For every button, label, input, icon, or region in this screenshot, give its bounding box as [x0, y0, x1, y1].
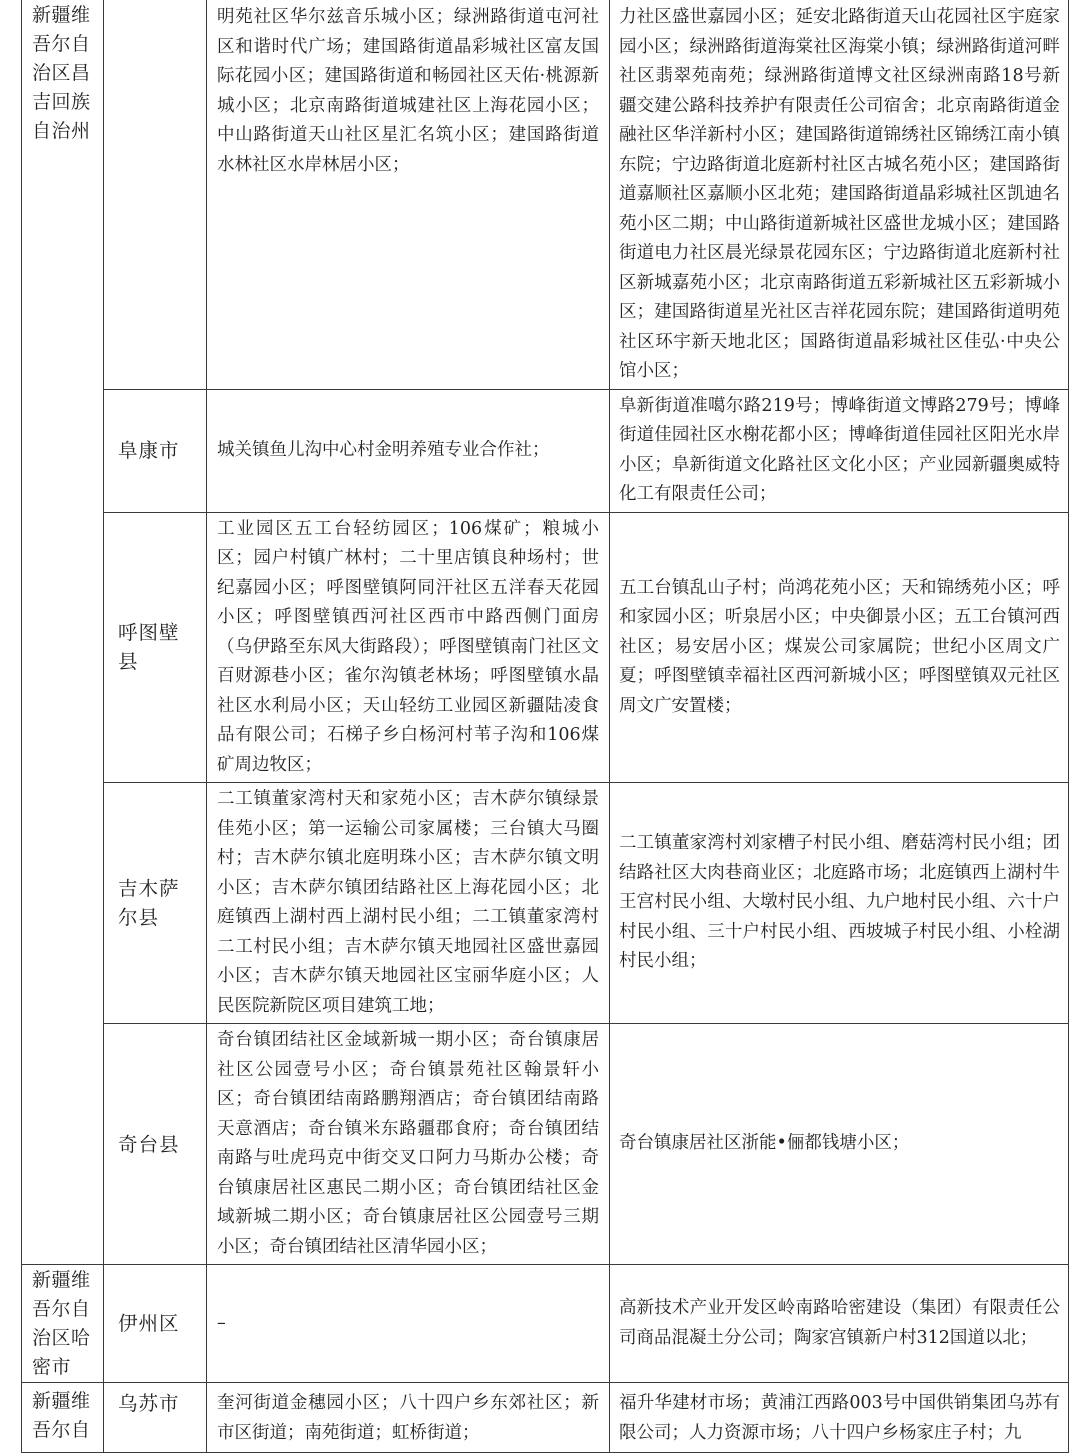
area-list-cell-b	[610, 1024, 1069, 1265]
area-list-cell-a	[207, 783, 610, 1024]
county-cell	[104, 0, 207, 389]
table-row	[22, 1383, 1069, 1453]
county-cell	[104, 1265, 207, 1383]
area-list-a: –	[217, 1312, 226, 1333]
area-list-b: 高新技术产业开发区岭南路哈密建设（集团）有限责任公司商品混凝土分公司；陶家宫镇新户村312国道以北；	[619, 1298, 1060, 1348]
area-list-b: 二工镇董家湾村刘家槽子村民小组、磨菇湾村民小组；团结路社区大肉巷商业区；北庭路市场；北庭镇西上湖村牛王宫村民小组、大墩村民小组、九户地村民小组、六十户村民小组、三十户村民小组、西坡城子村民小组、小栓湖村民小组；	[619, 833, 1060, 972]
county-cell	[104, 783, 207, 1024]
region-name: 新疆维吾尔自治区昌吉回族自治州	[32, 4, 91, 142]
area-list-b: 力社区盛世嘉园小区；延安北路街道天山花园社区宇庭家园小区；绿洲路街道海棠社区海棠小镇；绿洲路街道河畔社区翡翠苑南苑；绿洲路街道博文社区绿洲南路18号新疆交建公路科技养护有限责任公司宿舍；北京南路街道金融社区华洋新村小区；建国路街道锦绣社区锦绣江南小镇东院；宁边路街道北庭新村社区古城名苑小区；建国路街道嘉顺社区嘉顺小区北苑；建国路街道晶彩城社区凯迪名苑小区二期；中山路街道新城社区盛世龙城小区；建国路街道电力社区晨光绿景花园东区；宁边路街道北庭新村社区新城嘉苑小区；北京南路街道五彩新城社区五彩新城小区；建国路街道星光社区吉祥花园东院；建国路街道明苑社区环宇新天地北区；国路街道晶彩城社区佳弘·中央公馆小区；	[619, 7, 1060, 381]
county-name: 乌苏市	[118, 1392, 180, 1415]
area-list-cell-a	[207, 389, 610, 512]
region-cell	[22, 0, 104, 1265]
region-name: 新疆维吾尔自治区哈密市	[32, 1268, 91, 1378]
area-list-cell-a	[207, 1265, 610, 1383]
area-list-cell-b	[610, 783, 1069, 1024]
area-list-a: 二工镇董家湾村天和家苑小区；吉木萨尔镇绿景佳苑小区；第一运输公司家属楼；三台镇大马圈村；吉木萨尔镇北庭明珠小区；吉木萨尔镇文明小区；吉木萨尔镇团结路社区上海花园小区；北庭镇西上湖村西上湖村民小组；二工镇董家湾村二工村民小组；吉木萨尔镇天地园社区盛世嘉园小区；吉木萨尔镇天地园社区宝丽华庭小区；人民医院新院区项目建筑工地；	[217, 789, 599, 1016]
area-list-cell-b	[610, 389, 1069, 512]
area-list-a: 工业园区五工台轻纺园区；106煤矿；粮城小区；园户村镇广林村；二十里店镇良种场村；世纪嘉园小区；呼图壁镇阿同汗社区五洋春天花园小区；呼图壁镇西河社区西市中路西侧门面房（乌伊路至东风大街路段）；呼图壁镇南门社区文百财源巷小区；雀尔沟镇老林场；呼图壁镇水晶社区水利局小区；天山轻纺工业园区新疆陆凌食品有限公司；石梯子乡白杨河村苇子沟和106煤矿周边牧区；	[217, 518, 599, 775]
table-row	[22, 0, 1069, 389]
county-cell	[104, 1383, 207, 1453]
area-list-b: 阜新街道准噶尔路219号；博峰街道文博路279号；博峰街道佳园社区水榭花都小区；博峰街道佳园社区阳光水岸小区；阜新街道文化路社区文化小区；产业园新疆奥威特化工有限责任公司；	[619, 395, 1060, 504]
area-list-cell-a	[207, 1383, 610, 1453]
area-list-cell-a	[207, 0, 610, 389]
county-name: 阜康市	[118, 439, 180, 462]
county-name: 伊州区	[118, 1312, 180, 1335]
table-row	[22, 783, 1069, 1024]
county-name: 奇台县	[118, 1132, 180, 1156]
area-list-a: 明苑社区华尔兹音乐城小区；绿洲路街道屯河社区和谐时代广场；建国路街道晶彩城社区富友国际花园小区；建国路街道和畅园社区天佑·桃源新城小区；北京南路街道城建社区上海花园小区；中山路街道天山社区星汇名筑小区；建国路街道水林社区水岸林居小区；	[217, 7, 599, 175]
county-name: 吉木萨尔县	[118, 877, 180, 929]
area-list-a: 奎河街道金穗园小区；八十四户乡东郊社区；新市区街道；南苑街道；虹桥街道；	[217, 1393, 599, 1443]
table-row	[22, 1024, 1069, 1265]
region-name: 新疆维吾尔自	[32, 1390, 91, 1441]
area-list-cell-b	[610, 512, 1069, 783]
area-list-b: 福升华建材市场；黄浦江西路003号中国供销集团乌苏有限公司；人力资源市场；八十四户乡杨家庄子村；九	[619, 1393, 1060, 1443]
county-name: 呼图壁县	[118, 621, 180, 674]
table-row	[22, 1265, 1069, 1383]
county-cell	[104, 389, 207, 512]
area-list-cell-a	[207, 1024, 610, 1265]
area-list-b: 奇台镇康居社区浙能•俪都钱塘小区；	[619, 1133, 910, 1154]
area-list-cell-b	[610, 0, 1069, 389]
county-cell	[104, 512, 207, 783]
risk-area-table	[21, 0, 1069, 1453]
area-list-a: 奇台镇团结社区金域新城一期小区；奇台镇康居社区公园壹号小区；奇台镇景苑社区翰景轩小区；奇台镇团结南路鹏翔酒店；奇台镇团结南路天意酒店；奇台镇米东路疆郡食府；奇台镇团结南路与吐虎玛克中街交叉口阿力马斯办公楼；奇台镇康居社区惠民二期小区；奇台镇团结社区金域新城二期小区；奇台镇康居社区公园壹号三期小区；奇台镇团结社区清华园小区；	[217, 1030, 599, 1257]
area-list-a: 城关镇鱼儿沟中心村金明养殖专业合作社；	[217, 439, 550, 460]
area-list-cell-a	[207, 512, 610, 783]
area-list-cell-b	[610, 1383, 1069, 1453]
area-list-b: 五工台镇乱山子村；尚鸿花苑小区；天和锦绣苑小区；呼和家园小区；听泉居小区；中央御景小区；五工台镇河西社区；易安居小区；煤炭公司家属院；世纪小区周文广夏；呼图壁镇幸福社区西河新城小区；呼图壁镇双元社区周文广安置楼；	[619, 577, 1060, 716]
region-cell	[22, 1383, 104, 1453]
table-row	[22, 389, 1069, 512]
county-cell	[104, 1024, 207, 1265]
region-cell	[22, 1265, 104, 1383]
area-list-cell-b	[610, 1265, 1069, 1383]
table-row	[22, 512, 1069, 783]
